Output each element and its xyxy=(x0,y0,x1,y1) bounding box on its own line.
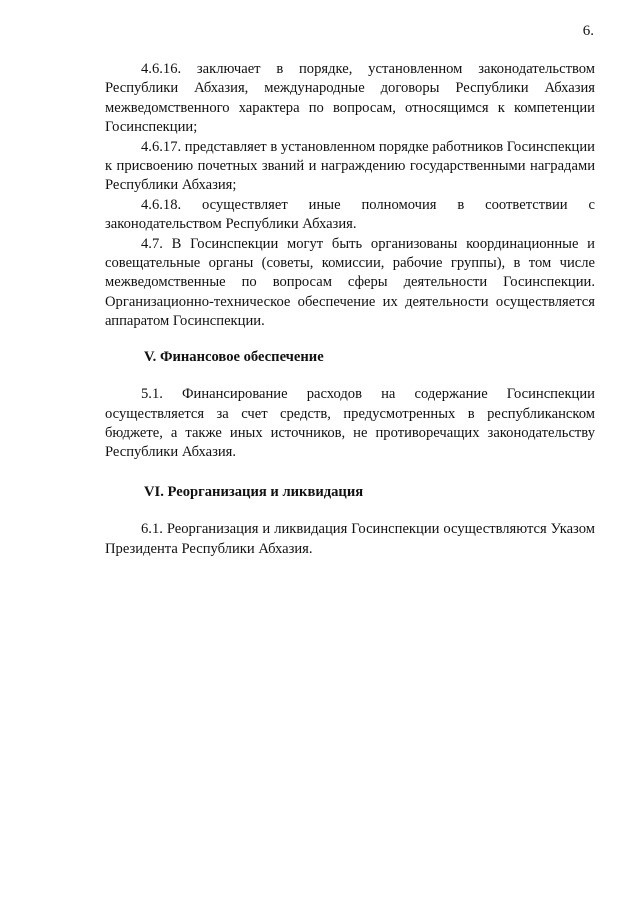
document-body xyxy=(105,60,595,559)
clause-4-6-18: 4.6.18. осуществляет иные полномочия в соответствии с законодательством Республики Абхазия. xyxy=(105,196,595,233)
section-v-heading: V. Финансовое обеспечение xyxy=(144,348,324,365)
clause-4-6-16: 4.6.16. заключает в порядке, установленном законодательством Республики Абхазия, международные договоры Республики Абхазия межведомственного характера по вопросам, относящимся к компетенции Госинспекции; xyxy=(105,61,595,136)
clause-4-6-17: 4.6.17. представляет в установленном порядке работников Госинспекции к присвоению почетных званий и награждению государственными наградами Республики Абхазия; xyxy=(105,138,595,194)
clause-6-1: 6.1. Реорганизация и ликвидация Госинспекции осуществляются Указом Президента Республики Абхазия. xyxy=(105,521,595,557)
section-vi-heading: VI. Реорганизация и ликвидация xyxy=(144,483,364,500)
clause-5-1: 5.1. Финансирование расходов на содержание Госинспекции осуществляется за счет средств, предусмотренных в республиканском бюджете, а также иных источников, не противоречащих законодательству Республики Абхазия. xyxy=(105,386,595,461)
page-number: 6. xyxy=(582,23,594,39)
clause-4-7: 4.7. В Госинспекции могут быть организованы координационные и совещательные органы (советы, комиссии, рабочие группы), в том числе межведомственные по вопросам сферы деятельности Госинспекции. Организационно-техническое обеспечение их деятельности осуществляется аппаратом Госинспекции. xyxy=(105,235,595,330)
